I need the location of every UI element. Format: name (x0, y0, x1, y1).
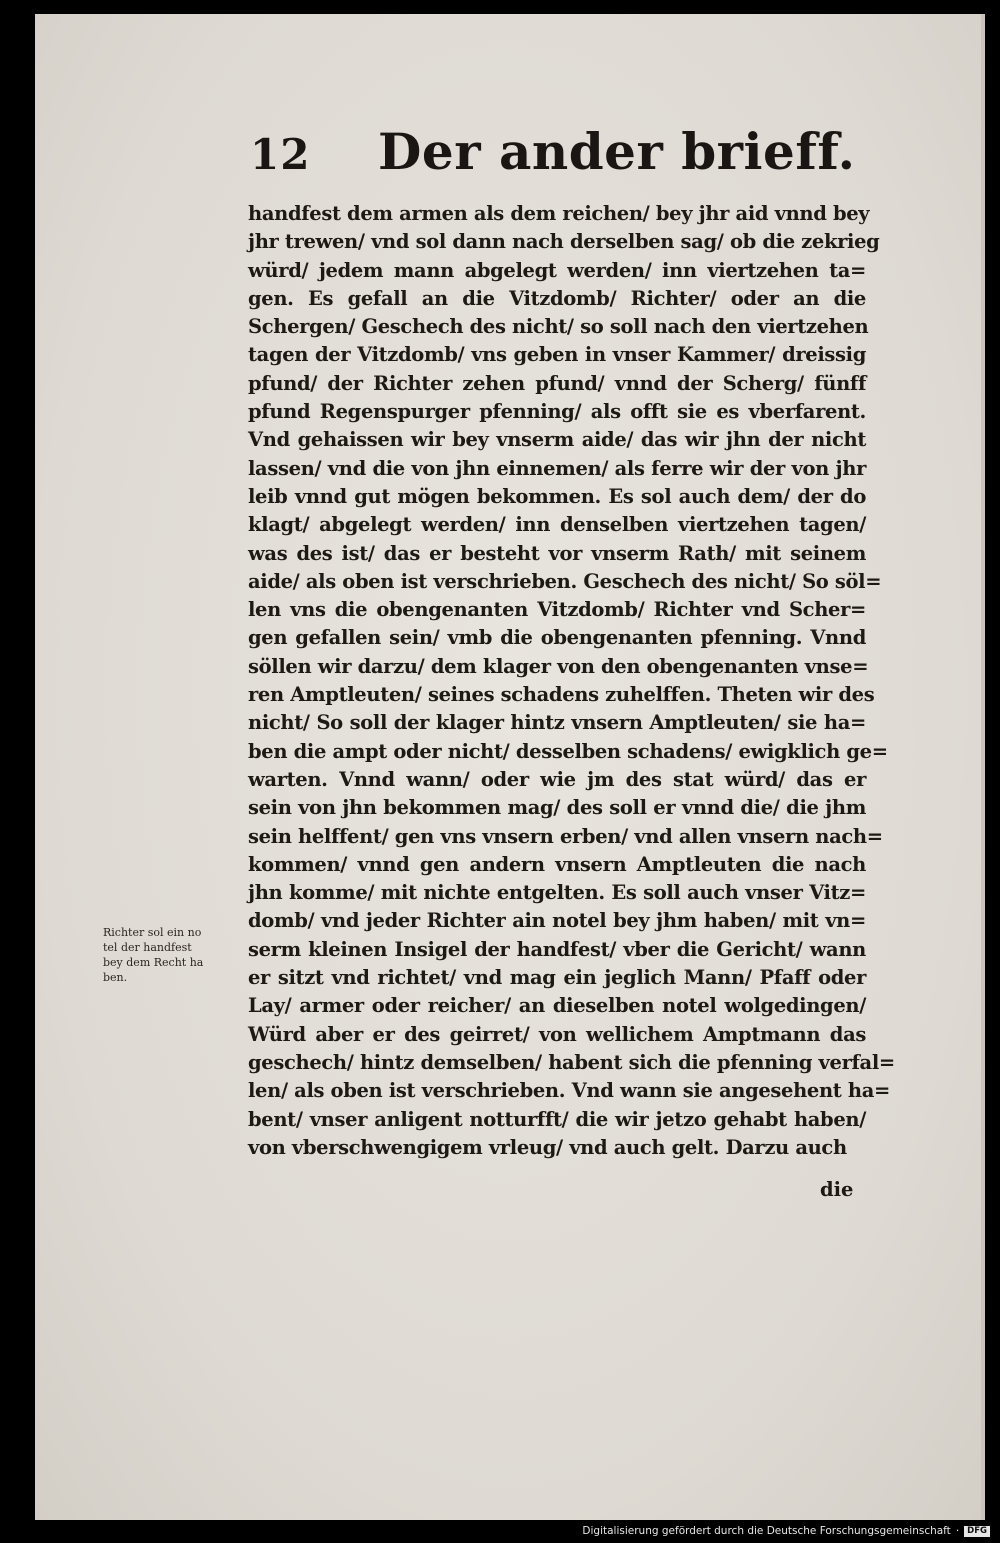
text-line: ren Amptleuten/ seines schadens zuhelffen. Theten wir des (248, 683, 875, 707)
text-line: würd/ jedem mann abgelegt werden/ inn viertzehen ta= (248, 258, 866, 282)
text-line: aide/ als oben ist verschrieben. Geschech des nicht/ So söl= (248, 569, 882, 593)
text-line: Schergen/ Geschech des nicht/ so soll nach den viertzehen (248, 315, 869, 339)
text-line: bent/ vnser anligent notturfft/ die wir jetzo gehabt haben/ (248, 1107, 866, 1131)
text-line: söllen wir darzu/ dem klager von den obengenanten vnse= (248, 654, 869, 678)
catchword: die (820, 1178, 854, 1201)
text-line: jhn komme/ mit nichte entgelten. Es soll auch vnser Vitz= (248, 881, 866, 905)
text-line: klagt/ abgelegt werden/ inn denselben viertzehen tagen/ (248, 513, 866, 537)
folio-number: 12 (250, 130, 311, 179)
page-header (250, 122, 855, 181)
marginal-note-line: Richter sol ein no (103, 926, 202, 939)
text-line: jhr trewen/ vnd sol dann nach derselben sag/ ob die zekrieg (248, 230, 880, 254)
text-line: ben die ampt oder nicht/ desselben schadens/ ewigklich ge= (248, 739, 888, 763)
text-line: leib vnnd gut mögen bekommen. Es sol auch dem/ der do (248, 484, 866, 508)
main-text-block (248, 200, 895, 1162)
marginal-note-line: tel der handfest (103, 941, 192, 954)
text-line: handfest dem armen als dem reichen/ bey jhr aid vnnd bey (248, 202, 870, 225)
text-line: sein von jhn bekommen mag/ des soll er vnnd die/ die jhm (248, 796, 866, 820)
text-line: sein helffent/ gen vns vnsern erben/ vnd allen vnsern nach= (248, 824, 883, 848)
text-line: gen. Es gefall an die Vitzdomb/ Richter/ oder an die (248, 286, 866, 310)
text-line: len/ als oben ist verschrieben. Vnd wann sie angesehent ha= (248, 1079, 891, 1103)
text-line: Lay/ armer oder reicher/ an dieselben notel wolgedingen/ (248, 994, 866, 1018)
text-line: pfund/ der Richter zehen pfund/ vnnd der Scherg/ fünff (248, 371, 866, 395)
text-line: kommen/ vnnd gen andern vnsern Amptleuten die nach (248, 852, 866, 876)
marginal-note (103, 925, 243, 985)
funding-credit: Digitalisierung gefördert durch die Deutsche Forschungsgemeinschaft (582, 1525, 951, 1537)
text-line: serm kleinen Insigel der handfest/ vber die Gericht/ wann (248, 937, 866, 961)
text-line: geschech/ hintz demselben/ habent sich die pfenning verfal= (248, 1050, 895, 1074)
digitization-footer (582, 1525, 990, 1537)
text-line: lassen/ vnd die von jhn einnemen/ als ferre wir der von jhr (248, 456, 866, 480)
text-line: domb/ vnd jeder Richter ain notel bey jhm haben/ mit vn= (248, 909, 866, 933)
text-line: was des ist/ das er besteht vor vnserm Rath/ mit seinem (248, 541, 866, 565)
text-line: tagen der Vitzdomb/ vns geben in vnser Kammer/ dreissig (248, 343, 866, 367)
text-line: Würd aber er des geirret/ von wellichem Amptmann das (248, 1022, 866, 1046)
text-line: len vns die obengenanten Vitzdomb/ Richter vnd Scher= (248, 598, 866, 622)
dfg-logo-icon: DFG (964, 1526, 990, 1537)
marginal-note-line: ben. (103, 971, 128, 984)
running-title: Der ander brieff. (378, 122, 856, 181)
text-line: nicht/ So soll der klager hintz vnsern Amptleuten/ sie ha= (248, 711, 866, 735)
text-line: pfund Regenspurger pfenning/ als offt sie es vberfarent. (248, 400, 866, 424)
text-line: warten. Vnnd wann/ oder wie jm des stat würd/ das er (248, 767, 866, 791)
text-line: er sitzt vnd richtet/ vnd mag ein jeglich Mann/ Pfaff oder (248, 966, 866, 990)
page-edge (981, 14, 985, 1520)
text-line: Vnd gehaissen wir bey vnserm aide/ das wir jhn der nicht (248, 428, 866, 452)
marginal-note-line: bey dem Recht ha (103, 956, 204, 969)
separator-dot: · (955, 1525, 960, 1537)
text-line: von vberschwengigem vrleug/ vnd auch gelt. Darzu auch (248, 1135, 847, 1159)
text-line: gen gefallen sein/ vmb die obengenanten pfenning. Vnnd (248, 626, 866, 650)
